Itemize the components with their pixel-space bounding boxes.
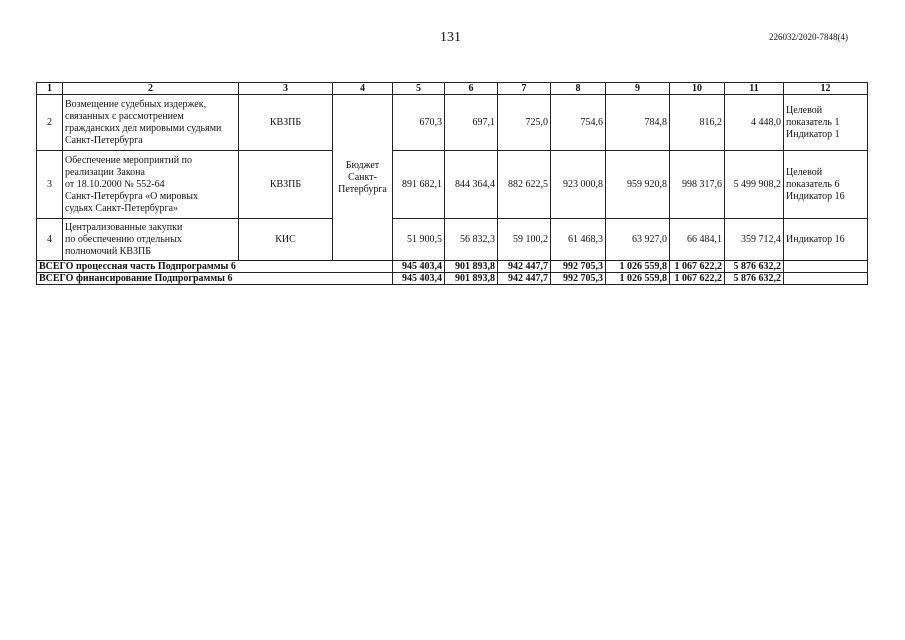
header-row (37, 83, 868, 95)
value-col-6: 56 832,3 (445, 219, 498, 261)
description-line: Санкт-Петербурга (65, 134, 143, 146)
total-label: ВСЕГО процессная часть Подпрограммы 6 (37, 261, 393, 273)
total-col-11: 5 876 632,2 (725, 273, 784, 285)
description-line: Обеспечение мероприятий по (65, 154, 192, 166)
value-col-10: 816,2 (670, 95, 725, 151)
value-col-9: 959 920,8 (606, 151, 670, 219)
total-col-11: 5 876 632,2 (725, 261, 784, 273)
value-col-11: 4 448,0 (725, 95, 784, 151)
total-col-9: 1 026 559,8 (606, 261, 670, 273)
row-number: 3 (37, 151, 63, 219)
header-cell: 3 (239, 83, 333, 95)
target-line: Целевой (786, 166, 823, 178)
description-line: по обеспечению отдельных (65, 233, 182, 245)
description-line: Возмещение судебных издержек, (65, 98, 207, 110)
total-col-10: 1 067 622,2 (670, 261, 725, 273)
value-col-5: 670,3 (393, 95, 445, 151)
description-line: связанных с рассмотрением (65, 110, 184, 122)
target-indicator (784, 219, 868, 261)
total-row (37, 261, 868, 273)
total-row (37, 273, 868, 285)
header-cell: 1 (37, 83, 63, 95)
value-col-8: 61 468,3 (551, 219, 606, 261)
value-col-10: 66 484,1 (670, 219, 725, 261)
total-col-5: 945 403,4 (393, 261, 445, 273)
target-line: Индикатор 1 (786, 128, 840, 140)
value-col-7: 59 100,2 (498, 219, 551, 261)
value-col-8: 754,6 (551, 95, 606, 151)
financing-table (36, 82, 868, 285)
value-col-9: 784,8 (606, 95, 670, 151)
executor: КВЗПБ (239, 95, 333, 151)
value-col-11: 359 712,4 (725, 219, 784, 261)
header-cell: 11 (725, 83, 784, 95)
total-col-7: 942 447,7 (498, 261, 551, 273)
row-number: 2 (37, 95, 63, 151)
header-cell: 6 (445, 83, 498, 95)
executor: КВЗПБ (239, 151, 333, 219)
activity-description (63, 95, 239, 151)
activity-description (63, 219, 239, 261)
description-line: Централизованные закупки (65, 221, 183, 233)
description-line: от 18.10.2000 № 552-64 (65, 178, 165, 190)
document-id: 226032/2020-7848(4) (769, 32, 848, 42)
page-number: 131 (440, 30, 461, 45)
value-col-11: 5 499 908,2 (725, 151, 784, 219)
header-cell: 4 (333, 83, 393, 95)
total-col-12 (784, 273, 868, 285)
header-cell: 8 (551, 83, 606, 95)
table-row (37, 151, 868, 219)
description-line: Санкт-Петербурга «О мировых (65, 190, 198, 202)
total-label: ВСЕГО финансирование Подпрограммы 6 (37, 273, 393, 285)
target-line: Индикатор 16 (786, 233, 845, 245)
total-col-8: 992 705,3 (551, 273, 606, 285)
total-col-5: 945 403,4 (393, 273, 445, 285)
header-cell: 9 (606, 83, 670, 95)
funding-source-text: Бюджет Санкт-Петербурга (338, 159, 387, 195)
value-col-7: 882 622,5 (498, 151, 551, 219)
value-col-5: 51 900,5 (393, 219, 445, 261)
description-line: гражданских дел мировыми судьями (65, 122, 222, 134)
target-indicator (784, 95, 868, 151)
value-col-5: 891 682,1 (393, 151, 445, 219)
value-col-7: 725,0 (498, 95, 551, 151)
description-line: судьях Санкт-Петербурга» (65, 202, 179, 214)
target-line: Индикатор 16 (786, 190, 845, 202)
value-col-8: 923 000,8 (551, 151, 606, 219)
target-line: показатель 1 (786, 116, 840, 128)
funding-source (333, 95, 393, 261)
table-row (37, 95, 868, 151)
total-col-6: 901 893,8 (445, 273, 498, 285)
header-cell: 10 (670, 83, 725, 95)
value-col-10: 998 317,6 (670, 151, 725, 219)
value-col-6: 844 364,4 (445, 151, 498, 219)
target-indicator (784, 151, 868, 219)
target-line: показатель 6 (786, 178, 840, 190)
header-cell: 5 (393, 83, 445, 95)
total-col-6: 901 893,8 (445, 261, 498, 273)
value-col-6: 697,1 (445, 95, 498, 151)
header-cell: 2 (63, 83, 239, 95)
description-line: реализации Закона (65, 166, 145, 178)
activity-description (63, 151, 239, 219)
value-col-9: 63 927,0 (606, 219, 670, 261)
total-col-10: 1 067 622,2 (670, 273, 725, 285)
total-col-7: 942 447,7 (498, 273, 551, 285)
total-col-9: 1 026 559,8 (606, 273, 670, 285)
table-row (37, 219, 868, 261)
executor: КИС (239, 219, 333, 261)
row-number: 4 (37, 219, 63, 261)
description-line: полномочий КВЗПБ (65, 245, 151, 257)
target-line: Целевой (786, 104, 823, 116)
total-col-12 (784, 261, 868, 273)
header-cell: 12 (784, 83, 868, 95)
total-col-8: 992 705,3 (551, 261, 606, 273)
header-cell: 7 (498, 83, 551, 95)
